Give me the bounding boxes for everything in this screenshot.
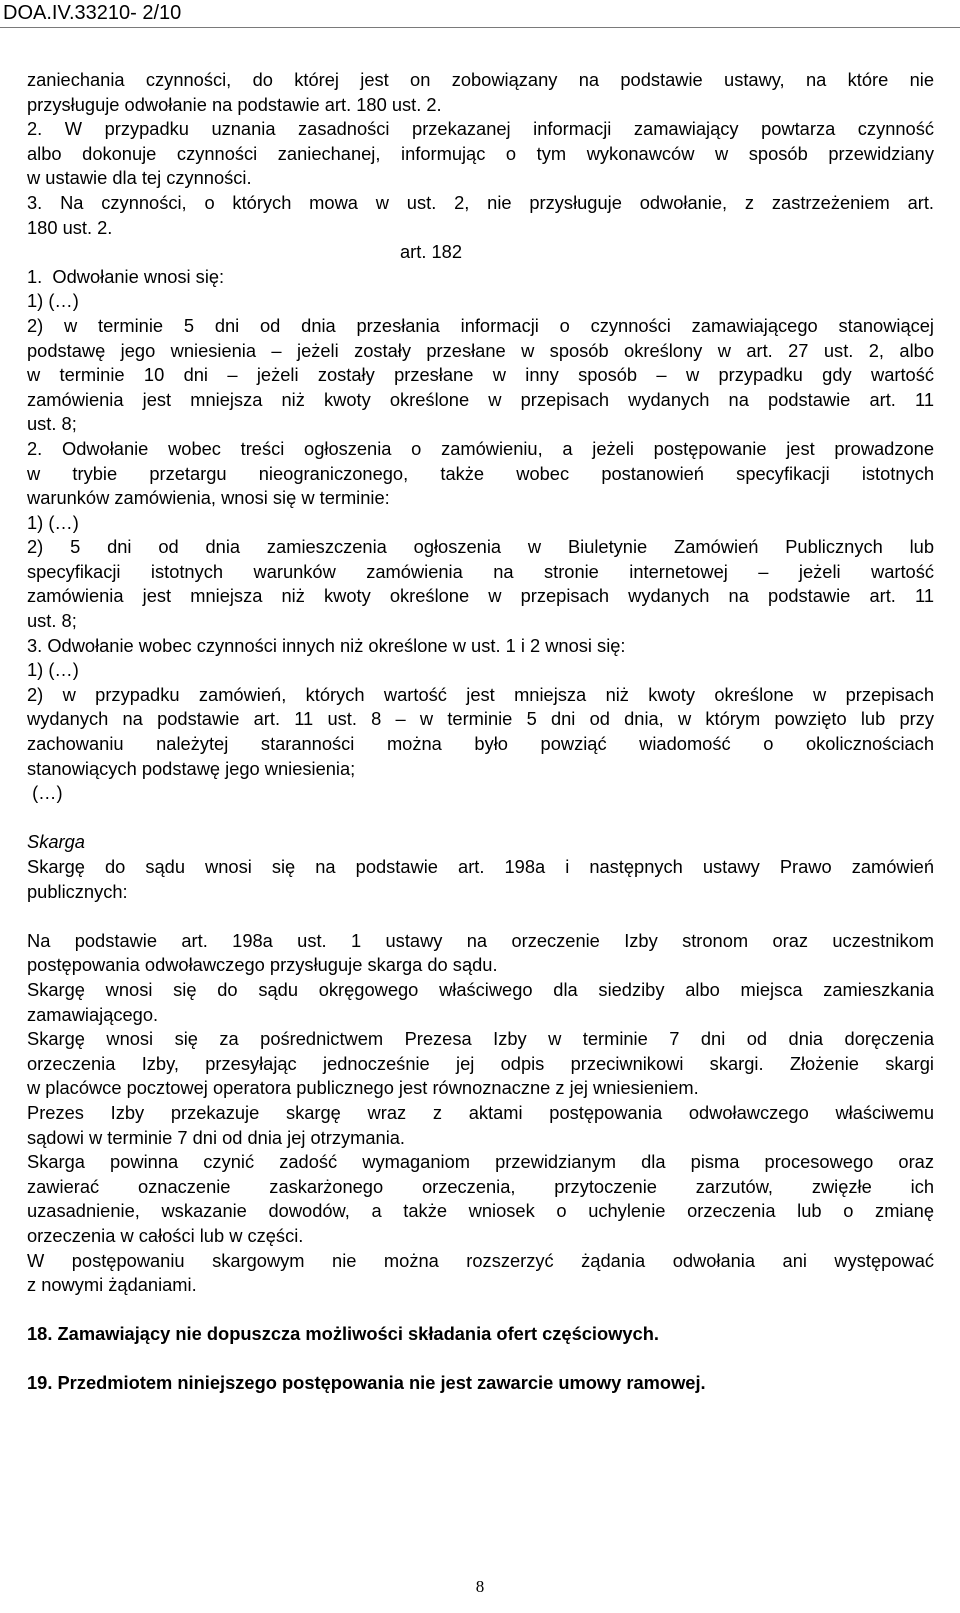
text-line: 3. Odwołanie wobec czynności innych niż określone w ust. 1 i 2 wnosi się: xyxy=(27,634,626,656)
text-line: 2) w terminie 5 dni od dnia przesłania informacji o czynności zamawiającego stanowiącej xyxy=(27,314,934,336)
text-line: orzeczenia Izby, przesyłając jednocześnie jej odpis przeciwnikowi skargi. Złożenie skargi xyxy=(27,1052,934,1074)
text-line: 2) w przypadku zamówień, których wartość jest mniejsza niż kwoty określone w przepisach xyxy=(27,683,934,705)
text-line: 1) (…) xyxy=(27,511,79,533)
text-line: sądowi w terminie 7 dni od dnia jej otrzymania. xyxy=(27,1126,405,1148)
text-line: zamówienia jest mniejsza niż kwoty określone w przepisach wydanych na podstawie art. 11 xyxy=(27,585,934,607)
document-id: DOA.IV.33210- 2/10 xyxy=(3,2,182,24)
text-line: w ustawie dla tej czynności. xyxy=(27,167,252,189)
text-line: w trybie przetargu nieograniczonego, także wobec postanowień specyfikacji istotnych xyxy=(27,462,934,484)
text-line: z nowymi żądaniami. xyxy=(27,1274,197,1296)
text-line: 2) 5 dni od dnia zamieszczenia ogłoszenia w Biuletynie Zamówień Publicznych lub xyxy=(27,536,934,558)
text-line: Skargę wnosi się do sądu okręgowego właściwego dla siedziby albo miejsca zamieszkania xyxy=(27,978,934,1000)
text-line: publicznych: xyxy=(27,880,128,902)
text-line: Na podstawie art. 198a ust. 1 ustawy na orzeczenie Izby stronom oraz uczestnikom xyxy=(27,929,934,951)
text-line: Skargę do sądu wnosi się na podstawie art. 198a i następnych ustawy Prawo zamówień xyxy=(27,856,934,877)
text-line: zachowaniu należytej staranności można było powziąć wiadomość o okolicznościach xyxy=(27,733,934,755)
document-body xyxy=(27,68,934,1396)
text-line: albo dokonuje czynności zaniechanej, informując o tym wykonawców w sposób przewidziany xyxy=(27,142,934,164)
blank-line xyxy=(27,806,934,831)
text-line: wydanych na podstawie art. 11 ust. 8 – w terminie 5 dni od dnia, w którym powzięto lub przy xyxy=(27,708,934,730)
text-line: postępowania odwoławczego przysługuje skarga do sądu. xyxy=(27,954,498,976)
header-divider xyxy=(0,27,960,28)
article-heading: art. 182 xyxy=(400,241,462,263)
text-line: 1) (…) xyxy=(27,290,79,312)
text-line: 3. Na czynności, o których mowa w ust. 2, nie przysługuje odwołanie, z zastrzeżeniem art. xyxy=(27,191,934,213)
text-line: 1. Odwołanie wnosi się: xyxy=(27,265,225,287)
clause-19: 19. Przedmiotem niniejszego postępowania nie jest zawarcie umowy ramowej. xyxy=(27,1372,706,1394)
text-line: 2. W przypadku uznania zasadności przekazanej informacji zamawiający powtarza czynność xyxy=(27,118,934,140)
text-line: 1) (…) xyxy=(27,659,79,681)
text-line: uzasadnienie, wskazanie dowodów, a także wniosek o uchylenie orzeczenia lub o zmianę xyxy=(27,1200,934,1222)
text-line: zaniechania czynności, do której jest on zobowiązany na podstawie ustawy, na które nie xyxy=(27,69,934,90)
text-line: orzeczenia w całości lub w części. xyxy=(27,1224,304,1246)
text-line: 2. Odwołanie wobec treści ogłoszenia o zamówieniu, a jeżeli postępowanie jest prowadzone xyxy=(27,437,934,459)
text-line: zawierać oznaczenie zaskarżonego orzeczenia, przytoczenie zarzutów, zwięzłe ich xyxy=(27,1175,934,1197)
text-line: Skarga powinna czynić zadość wymaganiom przewidzianym dla pisma procesowego oraz xyxy=(27,1151,934,1173)
text-line: Prezes Izby przekazuje skargę wraz z aktami postępowania odwoławczego właściwemu xyxy=(27,1101,934,1123)
text-line: ust. 8; xyxy=(27,413,77,435)
text-line: w terminie 10 dni – jeżeli zostały przesłane w inny sposób – w przypadku gdy wartość xyxy=(27,364,934,386)
text-line: podstawę jego wniesienia – jeżeli zostały przesłane w sposób określony w art. 27 ust. 2, albo xyxy=(27,339,934,361)
text-line: w placówce pocztowej operatora publicznego jest równoznaczne z jej wniesieniem. xyxy=(27,1077,699,1099)
page-number: 8 xyxy=(475,1577,485,1596)
clause-18: 18. Zamawiający nie dopuszcza możliwości składania ofert częściowych. xyxy=(27,1323,659,1345)
text-line: (…) xyxy=(27,782,63,804)
text-line: ust. 8; xyxy=(27,610,77,632)
blank-line xyxy=(27,1347,934,1372)
text-line: W postępowaniu skargowym nie można rozszerzyć żądania odwołania ani występować xyxy=(27,1249,934,1271)
text-line: specyfikacji istotnych warunków zamówienia na stronie internetowej – jeżeli wartość xyxy=(27,560,934,582)
text-line: Skargę wnosi się za pośrednictwem Prezesa Izby w terminie 7 dni od dnia doręczenia xyxy=(27,1028,934,1050)
blank-line xyxy=(27,1298,934,1323)
text-line: przysługuje odwołanie na podstawie art. 180 ust. 2. xyxy=(27,93,442,115)
text-line: 180 ust. 2. xyxy=(27,216,113,238)
text-line: zamówienia jest mniejsza niż kwoty określone w przepisach wydanych na podstawie art. 11 xyxy=(27,388,934,410)
blank-line xyxy=(27,904,934,929)
text-line: stanowiących podstawę jego wniesienia; xyxy=(27,757,356,779)
text-line: warunków zamówienia, wnosi się w terminie: xyxy=(27,487,390,509)
section-heading-skarga: Skarga xyxy=(27,831,85,853)
text-line: zamawiającego. xyxy=(27,1003,159,1025)
